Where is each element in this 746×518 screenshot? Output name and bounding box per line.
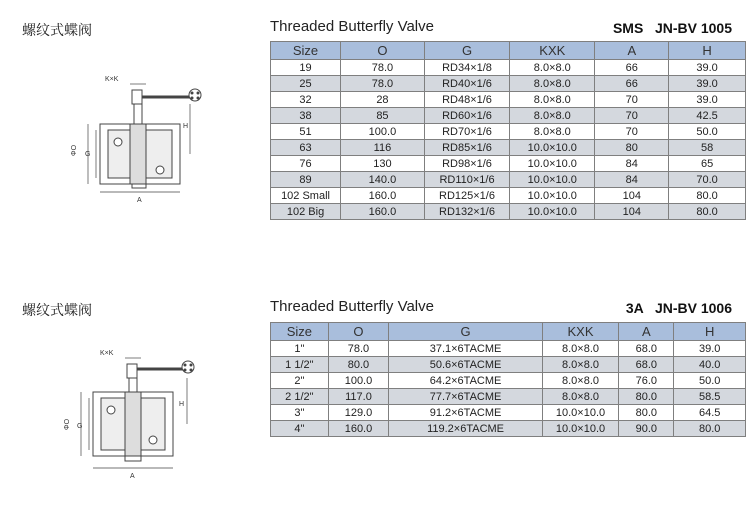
column-header: H xyxy=(669,42,746,60)
table-cell: 58 xyxy=(669,140,746,156)
table-cell: 80 xyxy=(595,140,669,156)
table-cell: 160.0 xyxy=(341,204,425,220)
table-cell: 28 xyxy=(341,92,425,108)
table-cell: 104 xyxy=(595,188,669,204)
table-cell: RD98×1/6 xyxy=(424,156,509,172)
table-cell: 8.0×8.0 xyxy=(510,108,595,124)
table-cell: 119.2×6TACME xyxy=(389,421,543,437)
table-cell: 50.0 xyxy=(674,373,746,389)
column-header: H xyxy=(674,323,746,341)
table-cell: 40.0 xyxy=(674,357,746,373)
table-cell: 80.0 xyxy=(674,421,746,437)
chinese-title: 螺纹式蝶阀 xyxy=(22,303,92,319)
column-header: A xyxy=(595,42,669,60)
model-code xyxy=(626,300,732,316)
table-row xyxy=(271,124,746,140)
table-cell: RD60×1/6 xyxy=(424,108,509,124)
table-row xyxy=(271,172,746,188)
table-cell: 65 xyxy=(669,156,746,172)
table-cell: 70 xyxy=(595,124,669,140)
table-cell: 78.0 xyxy=(328,341,389,357)
model-code xyxy=(613,20,732,36)
table-cell: 10.0×10.0 xyxy=(510,156,595,172)
column-header: KXK xyxy=(542,323,618,341)
spec-table-3a xyxy=(270,322,746,437)
table-row xyxy=(271,389,746,405)
column-header: Size xyxy=(271,42,341,60)
drawing-label-a: A xyxy=(137,197,142,204)
table-cell: 78.0 xyxy=(341,76,425,92)
column-header: G xyxy=(424,42,509,60)
table-cell: 160.0 xyxy=(341,188,425,204)
table-cell: RD85×1/6 xyxy=(424,140,509,156)
drawing-label-o: ΦO xyxy=(64,418,71,430)
standard-label: 3A xyxy=(625,300,644,316)
table-row xyxy=(271,108,746,124)
table-cell: 70.0 xyxy=(669,172,746,188)
column-header: Size xyxy=(271,323,329,341)
table-cell: 8.0×8.0 xyxy=(542,373,618,389)
table-cell: 8.0×8.0 xyxy=(542,357,618,373)
table-cell: 80.0 xyxy=(669,204,746,220)
table-cell: 19 xyxy=(271,60,341,76)
section-title: Threaded Butterfly Valve xyxy=(270,18,434,35)
table-row xyxy=(271,341,746,357)
table-row xyxy=(271,60,746,76)
table-row xyxy=(271,204,746,220)
table-cell: 80.0 xyxy=(619,405,674,421)
table-cell: 68.0 xyxy=(619,357,674,373)
drawing-label-o: ΦO xyxy=(71,144,78,156)
table-cell: 10.0×10.0 xyxy=(510,188,595,204)
table-cell: 3" xyxy=(271,405,329,421)
table-cell: 10.0×10.0 xyxy=(510,204,595,220)
column-header: A xyxy=(619,323,674,341)
table-cell: 80.0 xyxy=(619,389,674,405)
table-cell: 8.0×8.0 xyxy=(510,60,595,76)
spec-table-sms xyxy=(270,41,746,220)
table-cell: 117.0 xyxy=(328,389,389,405)
column-header: KXK xyxy=(510,42,595,60)
table-cell: 2 1/2" xyxy=(271,389,329,405)
table-cell: 78.0 xyxy=(341,60,425,76)
table-cell: 25 xyxy=(271,76,341,92)
table-cell: 66 xyxy=(595,60,669,76)
table-cell: 76.0 xyxy=(619,373,674,389)
table-cell: 76 xyxy=(271,156,341,172)
table-row xyxy=(271,92,746,108)
table-cell: RD132×1/6 xyxy=(424,204,509,220)
table-cell: 66 xyxy=(595,76,669,92)
table-cell: 8.0×8.0 xyxy=(510,92,595,108)
table-cell: 10.0×10.0 xyxy=(510,172,595,188)
table-cell: 32 xyxy=(271,92,341,108)
table-row xyxy=(271,357,746,373)
column-header: O xyxy=(328,323,389,341)
table-cell: 84 xyxy=(595,156,669,172)
table-cell: 160.0 xyxy=(328,421,389,437)
table-cell: 39.0 xyxy=(669,76,746,92)
valve-drawing xyxy=(60,70,210,224)
drawing-label-h: H xyxy=(183,123,189,130)
table-cell: 2" xyxy=(271,373,329,389)
table-cell: 102 Big xyxy=(271,204,341,220)
table-cell: 1 1/2" xyxy=(271,357,329,373)
drawing-label-g: G xyxy=(77,423,83,430)
table-cell: 8.0×8.0 xyxy=(510,76,595,92)
table-cell: 10.0×10.0 xyxy=(510,140,595,156)
table-cell: 68.0 xyxy=(619,341,674,357)
table-cell: 64.5 xyxy=(674,405,746,421)
table-cell: 84 xyxy=(595,172,669,188)
drawing-label-a: A xyxy=(130,473,135,480)
model-number: JN-BV 1005 xyxy=(654,20,732,36)
table-cell: 140.0 xyxy=(341,172,425,188)
table-cell: RD48×1/6 xyxy=(424,92,509,108)
table-cell: 8.0×8.0 xyxy=(542,389,618,405)
table-cell: 8.0×8.0 xyxy=(542,341,618,357)
table-cell: 39.0 xyxy=(669,60,746,76)
table-cell: RD70×1/6 xyxy=(424,124,509,140)
table-row xyxy=(271,156,746,172)
table-cell: 4" xyxy=(271,421,329,437)
table-cell: 10.0×10.0 xyxy=(542,421,618,437)
standard-label: SMS xyxy=(612,20,644,36)
column-header: G xyxy=(389,323,543,341)
table-cell: 8.0×8.0 xyxy=(510,124,595,140)
table-cell: 91.2×6TACME xyxy=(389,405,543,421)
table-cell: 89 xyxy=(271,172,341,188)
table-cell: 58.5 xyxy=(674,389,746,405)
table-cell: 102 Small xyxy=(271,188,341,204)
section-title: Threaded Butterfly Valve xyxy=(270,298,434,315)
column-header: O xyxy=(341,42,425,60)
table-row xyxy=(271,140,746,156)
table-cell: RD40×1/6 xyxy=(424,76,509,92)
table-cell: 70 xyxy=(595,92,669,108)
table-cell: 80.0 xyxy=(328,357,389,373)
table-cell: 129.0 xyxy=(328,405,389,421)
chinese-title: 螺纹式蝶阀 xyxy=(22,23,92,39)
table-cell: 39.0 xyxy=(669,92,746,108)
table-cell: 37.1×6TACME xyxy=(389,341,543,357)
table-row xyxy=(271,76,746,92)
drawing-label-h: H xyxy=(179,401,185,408)
table-cell: 85 xyxy=(341,108,425,124)
table-cell: 50.6×6TACME xyxy=(389,357,543,373)
valve-drawing xyxy=(55,340,205,494)
table-cell: 64.2×6TACME xyxy=(389,373,543,389)
table-row xyxy=(271,373,746,389)
table-cell: 70 xyxy=(595,108,669,124)
drawing-label-kxk: K×K xyxy=(105,76,119,83)
model-number: JN-BV 1006 xyxy=(654,300,732,316)
table-cell: 38 xyxy=(271,108,341,124)
table-cell: RD110×1/6 xyxy=(424,172,509,188)
table-cell: 104 xyxy=(595,204,669,220)
table-cell: 63 xyxy=(271,140,341,156)
table-cell: 39.0 xyxy=(674,341,746,357)
table-cell: RD125×1/6 xyxy=(424,188,509,204)
table-cell: 1" xyxy=(271,341,329,357)
table-cell: 10.0×10.0 xyxy=(542,405,618,421)
table-row xyxy=(271,405,746,421)
table-cell: 116 xyxy=(341,140,425,156)
table-cell: 100.0 xyxy=(341,124,425,140)
table-cell: 90.0 xyxy=(619,421,674,437)
table-cell: 42.5 xyxy=(669,108,746,124)
table-cell: 77.7×6TACME xyxy=(389,389,543,405)
table-row xyxy=(271,188,746,204)
table-cell: 51 xyxy=(271,124,341,140)
table-cell: RD34×1/8 xyxy=(424,60,509,76)
table-cell: 50.0 xyxy=(669,124,746,140)
drawing-label-g: G xyxy=(85,151,91,158)
table-cell: 100.0 xyxy=(328,373,389,389)
table-cell: 130 xyxy=(341,156,425,172)
table-cell: 80.0 xyxy=(669,188,746,204)
drawing-label-kxk: K×K xyxy=(100,350,114,357)
table-row xyxy=(271,421,746,437)
